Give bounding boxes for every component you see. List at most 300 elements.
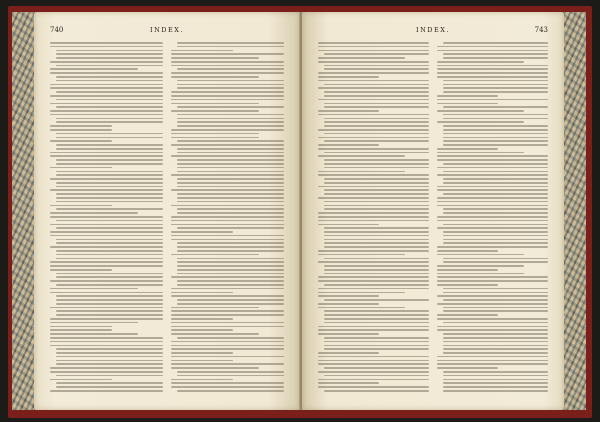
text-line [50, 140, 112, 142]
text-line [324, 337, 429, 339]
text-line [171, 50, 233, 52]
text-line [437, 303, 548, 305]
text-line [171, 386, 284, 388]
text-line [437, 280, 548, 282]
text-line [171, 235, 284, 237]
text-line [171, 144, 284, 146]
text-line [324, 201, 429, 203]
text-line [318, 72, 429, 74]
text-line [443, 182, 548, 184]
text-line [56, 284, 163, 286]
text-line [324, 258, 429, 260]
text-line [171, 341, 284, 343]
text-line [318, 363, 429, 365]
text-line [443, 53, 548, 55]
text-line [56, 174, 163, 176]
text-line [324, 231, 429, 233]
text-line [318, 99, 429, 101]
right-running-head: INDEX. [416, 26, 450, 34]
text-line [50, 292, 163, 294]
text-line [171, 288, 284, 290]
text-line [56, 352, 163, 354]
text-line [437, 329, 548, 331]
text-line [171, 103, 259, 105]
text-line [177, 246, 284, 248]
text-line [171, 205, 284, 207]
text-line [56, 186, 163, 188]
text-line [437, 159, 548, 161]
text-line [177, 299, 284, 301]
text-line [324, 103, 429, 105]
text-line [318, 329, 429, 331]
text-line [318, 379, 429, 381]
text-line [324, 375, 429, 377]
text-line [177, 186, 284, 188]
text-line [177, 182, 284, 184]
text-line [318, 46, 429, 48]
text-line [324, 53, 429, 55]
text-line [437, 167, 548, 169]
text-line [171, 326, 284, 328]
text-line [324, 273, 429, 275]
text-line [318, 280, 429, 282]
text-line [56, 99, 163, 101]
right-page-number: 743 [534, 26, 548, 34]
text-line [318, 42, 429, 44]
text-line [177, 303, 284, 305]
text-line [177, 148, 284, 150]
text-line [437, 148, 498, 150]
text-line [443, 379, 548, 381]
left-page-number: 740 [50, 26, 64, 34]
text-line [50, 87, 163, 89]
text-line [324, 265, 429, 267]
text-line [50, 371, 163, 373]
text-line [171, 137, 259, 139]
text-line [443, 299, 548, 301]
text-line [50, 231, 163, 233]
text-line [177, 140, 284, 142]
text-line [171, 322, 284, 324]
text-line [56, 382, 163, 384]
text-line [50, 224, 163, 226]
text-line [56, 76, 163, 78]
text-line [56, 80, 163, 82]
text-line [443, 42, 548, 44]
text-line [177, 171, 284, 173]
text-line [318, 386, 429, 388]
text-line [50, 125, 112, 127]
text-line [171, 61, 284, 63]
text-line [437, 265, 524, 267]
text-line [56, 250, 163, 252]
text-line [437, 318, 548, 320]
text-line [177, 258, 284, 260]
text-line [50, 265, 163, 267]
text-line [443, 258, 548, 260]
text-line [437, 68, 548, 70]
text-line [56, 227, 163, 229]
text-line [171, 72, 284, 74]
text-line [171, 382, 284, 384]
text-line [318, 288, 429, 290]
text-line [50, 333, 138, 335]
text-line [443, 118, 548, 120]
text-line [56, 348, 163, 350]
text-line [443, 87, 548, 89]
text-line [171, 292, 233, 294]
text-line [324, 239, 429, 241]
text-line [324, 133, 429, 135]
text-line [324, 314, 429, 316]
text-line [318, 382, 379, 384]
text-line [443, 178, 548, 180]
text-line [318, 50, 429, 52]
text-line [443, 114, 548, 116]
text-line [177, 269, 284, 271]
text-line [171, 99, 284, 101]
text-line [318, 155, 405, 157]
right-column-2 [437, 42, 548, 398]
left-page-header [50, 26, 284, 36]
text-line [56, 299, 163, 301]
text-line [171, 220, 284, 222]
text-line [437, 276, 548, 278]
text-line [171, 254, 259, 256]
text-line [318, 110, 379, 112]
text-line [443, 129, 548, 131]
left-column-1 [50, 42, 163, 398]
text-line [171, 307, 259, 309]
text-line [443, 208, 548, 210]
text-line [324, 246, 429, 248]
text-line [318, 174, 429, 176]
text-line [324, 95, 429, 97]
text-line [177, 193, 284, 195]
text-line [443, 371, 548, 373]
text-line [443, 235, 548, 237]
text-line [324, 205, 429, 207]
text-line [50, 269, 112, 271]
text-line [50, 379, 112, 381]
text-line [171, 367, 259, 369]
text-line [56, 171, 163, 173]
text-line [56, 363, 163, 365]
text-line [437, 99, 548, 101]
text-line [318, 333, 379, 335]
left-page-body [50, 42, 284, 398]
text-line [324, 322, 429, 324]
text-line [171, 329, 233, 331]
text-line [443, 125, 548, 127]
text-line [443, 193, 548, 195]
text-line [324, 189, 429, 191]
text-line [437, 50, 548, 52]
text-line [318, 186, 429, 188]
text-line [50, 152, 163, 154]
text-line [56, 239, 163, 241]
text-line [437, 205, 548, 207]
text-line [177, 390, 284, 392]
text-line [50, 390, 163, 392]
text-line [56, 314, 163, 316]
text-line [50, 95, 163, 97]
text-line [56, 57, 163, 59]
text-line [50, 114, 163, 116]
text-line [437, 295, 548, 297]
text-line [443, 224, 548, 226]
text-line [177, 118, 284, 120]
text-line [56, 242, 163, 244]
left-column-2 [171, 42, 284, 398]
text-line [56, 201, 163, 203]
right-page-header [318, 26, 548, 36]
text-line [437, 356, 548, 358]
text-line [437, 201, 548, 203]
text-line [56, 220, 163, 222]
text-line [318, 216, 429, 218]
text-line [443, 348, 548, 350]
text-line [318, 197, 429, 199]
text-line [56, 50, 163, 52]
text-line [443, 310, 548, 312]
text-line [324, 227, 429, 229]
text-line [171, 239, 284, 241]
text-line [177, 261, 284, 263]
text-line [437, 76, 548, 78]
text-line [324, 106, 429, 108]
text-line [177, 152, 284, 154]
text-line [443, 382, 548, 384]
text-line [177, 87, 284, 89]
right-page-body [318, 42, 548, 398]
text-line [171, 189, 284, 191]
text-line [324, 367, 429, 369]
right-page [302, 12, 564, 410]
marbled-edge-left [12, 12, 34, 410]
text-line [56, 163, 163, 165]
text-line [437, 174, 548, 176]
text-line [177, 280, 284, 282]
text-line [318, 295, 379, 297]
text-line [50, 322, 138, 324]
text-line [437, 363, 548, 365]
text-line [171, 360, 233, 362]
text-line [56, 197, 163, 199]
text-line [177, 197, 284, 199]
text-line [437, 216, 548, 218]
text-line [177, 68, 284, 70]
text-line [171, 231, 233, 233]
right-column-1 [318, 42, 429, 398]
text-line [50, 72, 163, 74]
marbled-edge-right [564, 12, 586, 410]
text-line [177, 42, 284, 44]
text-line [443, 84, 548, 86]
text-line [171, 224, 284, 226]
text-line [50, 329, 112, 331]
text-line [324, 167, 429, 169]
text-line [437, 360, 548, 362]
text-line [437, 273, 524, 275]
text-line [443, 307, 548, 309]
text-line [56, 386, 163, 388]
text-line [56, 310, 163, 312]
text-line [56, 137, 163, 139]
text-line [443, 390, 548, 392]
text-line [324, 118, 429, 120]
text-line [324, 125, 429, 127]
text-line [50, 326, 112, 328]
text-line [50, 155, 163, 157]
text-line [50, 280, 163, 282]
text-line [437, 367, 498, 369]
text-line [437, 227, 548, 229]
text-line [177, 208, 284, 210]
text-line [443, 231, 548, 233]
text-line [171, 133, 259, 135]
text-line [50, 110, 163, 112]
text-line [443, 91, 548, 93]
text-line [171, 174, 284, 176]
text-line [56, 356, 163, 358]
text-line [50, 216, 163, 218]
text-line [177, 80, 284, 82]
text-line [318, 276, 429, 278]
text-line [56, 159, 163, 161]
text-line [324, 121, 429, 123]
text-line [177, 114, 284, 116]
text-line [443, 386, 548, 388]
text-line [177, 163, 284, 165]
text-line [443, 163, 548, 165]
text-line [56, 133, 163, 135]
text-line [437, 189, 548, 191]
text-line [443, 242, 548, 244]
text-line [443, 345, 548, 347]
text-line [318, 76, 379, 78]
text-line [177, 371, 284, 373]
text-line [324, 68, 429, 70]
text-line [324, 341, 429, 343]
text-line [171, 91, 284, 93]
text-line [171, 379, 233, 381]
text-line [56, 258, 163, 260]
text-line [324, 269, 429, 271]
text-line [324, 193, 429, 195]
text-line [443, 57, 548, 59]
text-line [56, 208, 163, 210]
text-line [324, 390, 429, 392]
text-line [50, 337, 163, 339]
text-line [318, 87, 429, 89]
text-line [318, 250, 429, 252]
text-line [56, 303, 163, 305]
text-line [324, 91, 429, 93]
text-line [318, 261, 429, 263]
text-line [437, 326, 548, 328]
text-line [324, 178, 429, 180]
text-line [324, 140, 429, 142]
text-line [324, 65, 429, 67]
text-line [324, 318, 429, 320]
text-line [177, 284, 284, 286]
text-line [437, 284, 498, 286]
text-line [177, 227, 284, 229]
text-line [324, 208, 429, 210]
text-line [50, 167, 112, 169]
text-line [437, 246, 548, 248]
text-line [50, 288, 138, 290]
text-line [443, 337, 548, 339]
text-line [437, 152, 524, 154]
text-line [318, 371, 429, 373]
text-line [50, 129, 112, 131]
text-line [324, 242, 429, 244]
text-line [50, 46, 163, 48]
text-line [437, 220, 548, 222]
text-line [443, 322, 548, 324]
text-line [171, 57, 259, 59]
text-line [177, 178, 284, 180]
text-line [437, 254, 524, 256]
text-line [56, 182, 163, 184]
text-line [437, 269, 498, 271]
text-line [443, 261, 548, 263]
text-line [324, 152, 429, 154]
text-line [50, 84, 163, 86]
text-line [437, 250, 498, 252]
text-line [171, 310, 284, 312]
text-line [318, 326, 429, 328]
text-line [50, 367, 163, 369]
text-line [437, 110, 524, 112]
text-line [177, 250, 284, 252]
text-line [324, 163, 429, 165]
text-line [171, 76, 259, 78]
text-line [171, 110, 259, 112]
text-line [443, 140, 548, 142]
text-line [318, 292, 405, 294]
text-line [177, 212, 284, 214]
text-line [50, 212, 138, 214]
text-line [318, 212, 429, 214]
text-line [318, 61, 429, 63]
text-line [56, 144, 163, 146]
text-line [324, 310, 429, 312]
text-line [443, 171, 548, 173]
text-line [171, 129, 284, 131]
text-line [56, 360, 163, 362]
text-line [324, 345, 429, 347]
text-line [171, 65, 284, 67]
text-line [50, 42, 163, 44]
text-line [171, 352, 233, 354]
text-line [443, 288, 548, 290]
text-line [318, 307, 405, 309]
text-line [437, 155, 548, 157]
text-line [50, 235, 163, 237]
left-page [34, 12, 300, 410]
text-line [50, 345, 163, 347]
text-line [437, 197, 548, 199]
text-line [50, 68, 138, 70]
text-line [318, 220, 429, 222]
text-line [318, 129, 429, 131]
text-line [324, 235, 429, 237]
text-line [171, 295, 284, 297]
text-line [318, 254, 405, 256]
